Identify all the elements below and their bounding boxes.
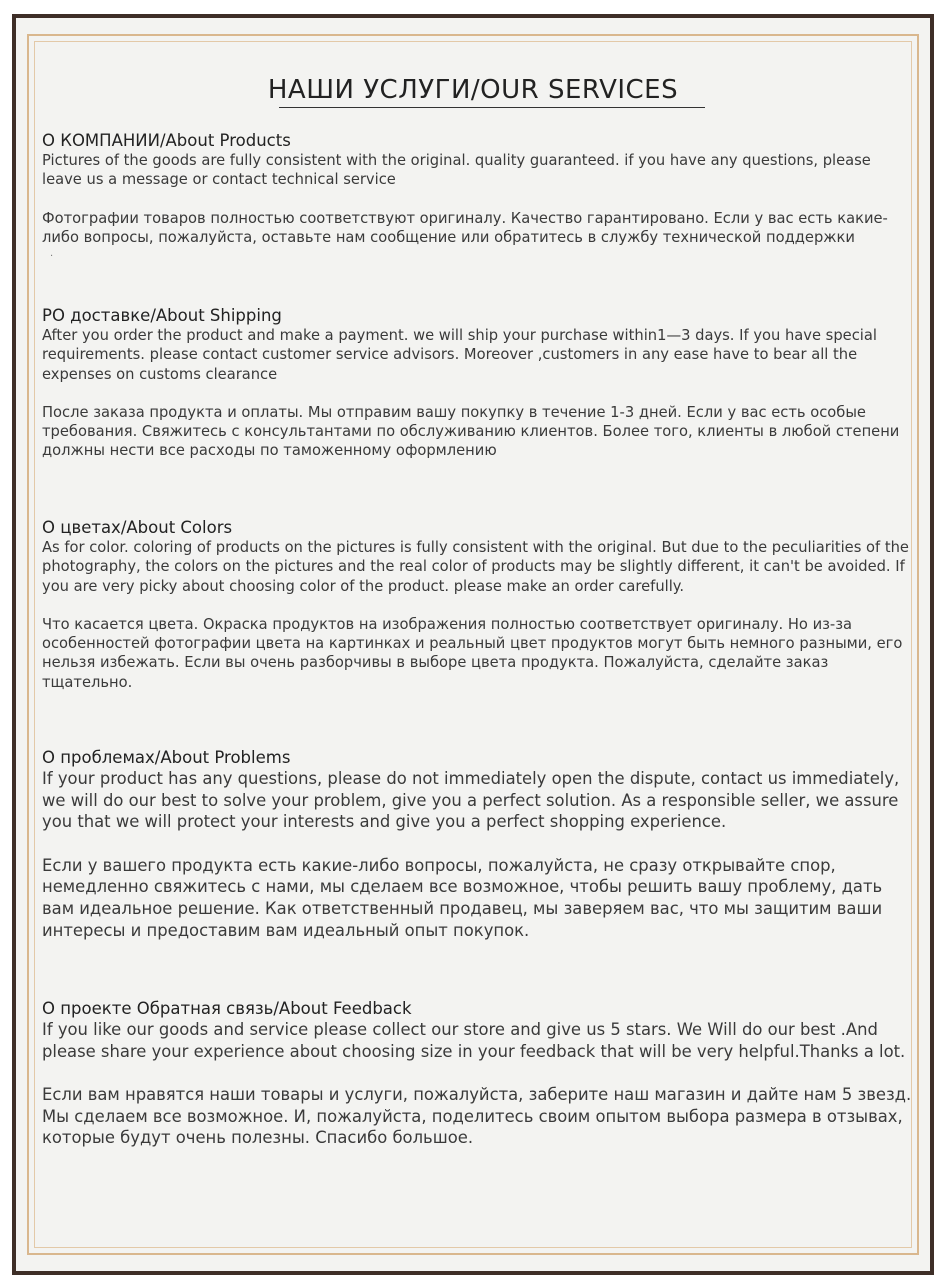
page-title: НАШИ УСЛУГИ/OUR SERVICES bbox=[267, 75, 679, 105]
section-text-en: Pictures of the goods are fully consistent with the original. quality guaranteed. if you have any questions, please leave us a message or contact technical service bbox=[42, 152, 871, 189]
section-about-colors bbox=[42, 518, 914, 692]
stray-dot: . bbox=[50, 248, 54, 260]
section-heading: PO доставке/About Shipping bbox=[42, 306, 282, 325]
section-text-ru: После заказа продукта и оплаты. Мы отправим вашу покупку в течение 1-3 дней. Если у вас есть особые требования. Свяжитесь с консультантами по обслуживанию клиентов. Более того, клиенты в любой степени должны нести все расходы по таможенному оформлению bbox=[42, 403, 900, 460]
title-underline bbox=[279, 107, 705, 108]
section-text-ru: Если вам нравятся наши товары и услуги, пожалуйста, заберите наш магазин и дайте нам 5 звезд. Мы сделаем все возможное. И, пожалуйста, поделитесь своим опытом выбора размера в отзывах, которые будут очень полезны. Спасибо большое. bbox=[42, 1085, 912, 1148]
section-text-ru: Если у вашего продукта есть какие-либо вопросы, пожалуйста, не сразу открывайте спор, немедленно свяжитесь с нами, мы сделаем все возможное, чтобы решить вашу проблему, дать вам идеальное решение. Как ответственный продавец, мы заверяем вас, что мы защитим ваши интересы и предоставим вам идеальный опыт покупок. bbox=[42, 855, 883, 940]
section-about-problems bbox=[42, 748, 914, 941]
section-text-ru: Что касается цвета. Окраска продуктов на изображения полностью соответствует оригиналу. Но из-за особенностей фотографии цвета на картинках и реальный цвет продуктов могут быть немного разными, его нельзя избежать. Если вы очень разборчивы в выборе цвета продукта. Пожалуйста, сделайте заказ тщательно. bbox=[42, 615, 903, 691]
section-about-shipping bbox=[42, 306, 914, 461]
section-text-ru: Фотографии товаров полностью соответствуют оригиналу. Качество гарантировано. Если у вас есть какие-либо вопросы, пожалуйста, оставьте нам сообщение или обратитесь в службу технической поддержки bbox=[42, 209, 888, 246]
section-heading: О проблемах/About Problems bbox=[42, 748, 291, 767]
section-heading: О цветах/About Colors bbox=[42, 518, 233, 537]
section-text-en: If you like our goods and service please collect our store and give us 5 stars. We Will do our best .And please share your experience about choosing size in your feedback that will be very helpful.Thanks a lot. bbox=[42, 1020, 906, 1061]
outer-frame bbox=[12, 14, 934, 1275]
section-about-products bbox=[42, 131, 914, 261]
section-heading: О проекте Обратная связь/About Feedback bbox=[42, 999, 412, 1018]
section-text-en: If your product has any questions, please do not immediately open the dispute, contact us immediately, we will do our best to solve your problem, give you a perfect solution. As a responsible seller, we assure you that we will protect your interests and give you a perfect shopping experience. bbox=[42, 769, 900, 832]
section-about-feedback bbox=[42, 999, 914, 1149]
inner-gold-frame bbox=[27, 34, 919, 1255]
section-text-en: As for color. coloring of products on the pictures is fully consistent with the original. But due to the peculiarities of the photography, the colors on the pictures and the real color of products may be slightly different, it can't be avoided. If you are very picky about choosing color of the product. please make an order carefully. bbox=[42, 539, 909, 595]
section-text-en: After you order the product and make a payment. we will ship your purchase within1—3 days. If you have special requirements. please contact customer service advisors. Moreover ,customers in any ease have to bear all the expenses on customs clearance bbox=[42, 327, 877, 383]
section-heading: О КОМПАНИИ/About Products bbox=[42, 131, 291, 150]
